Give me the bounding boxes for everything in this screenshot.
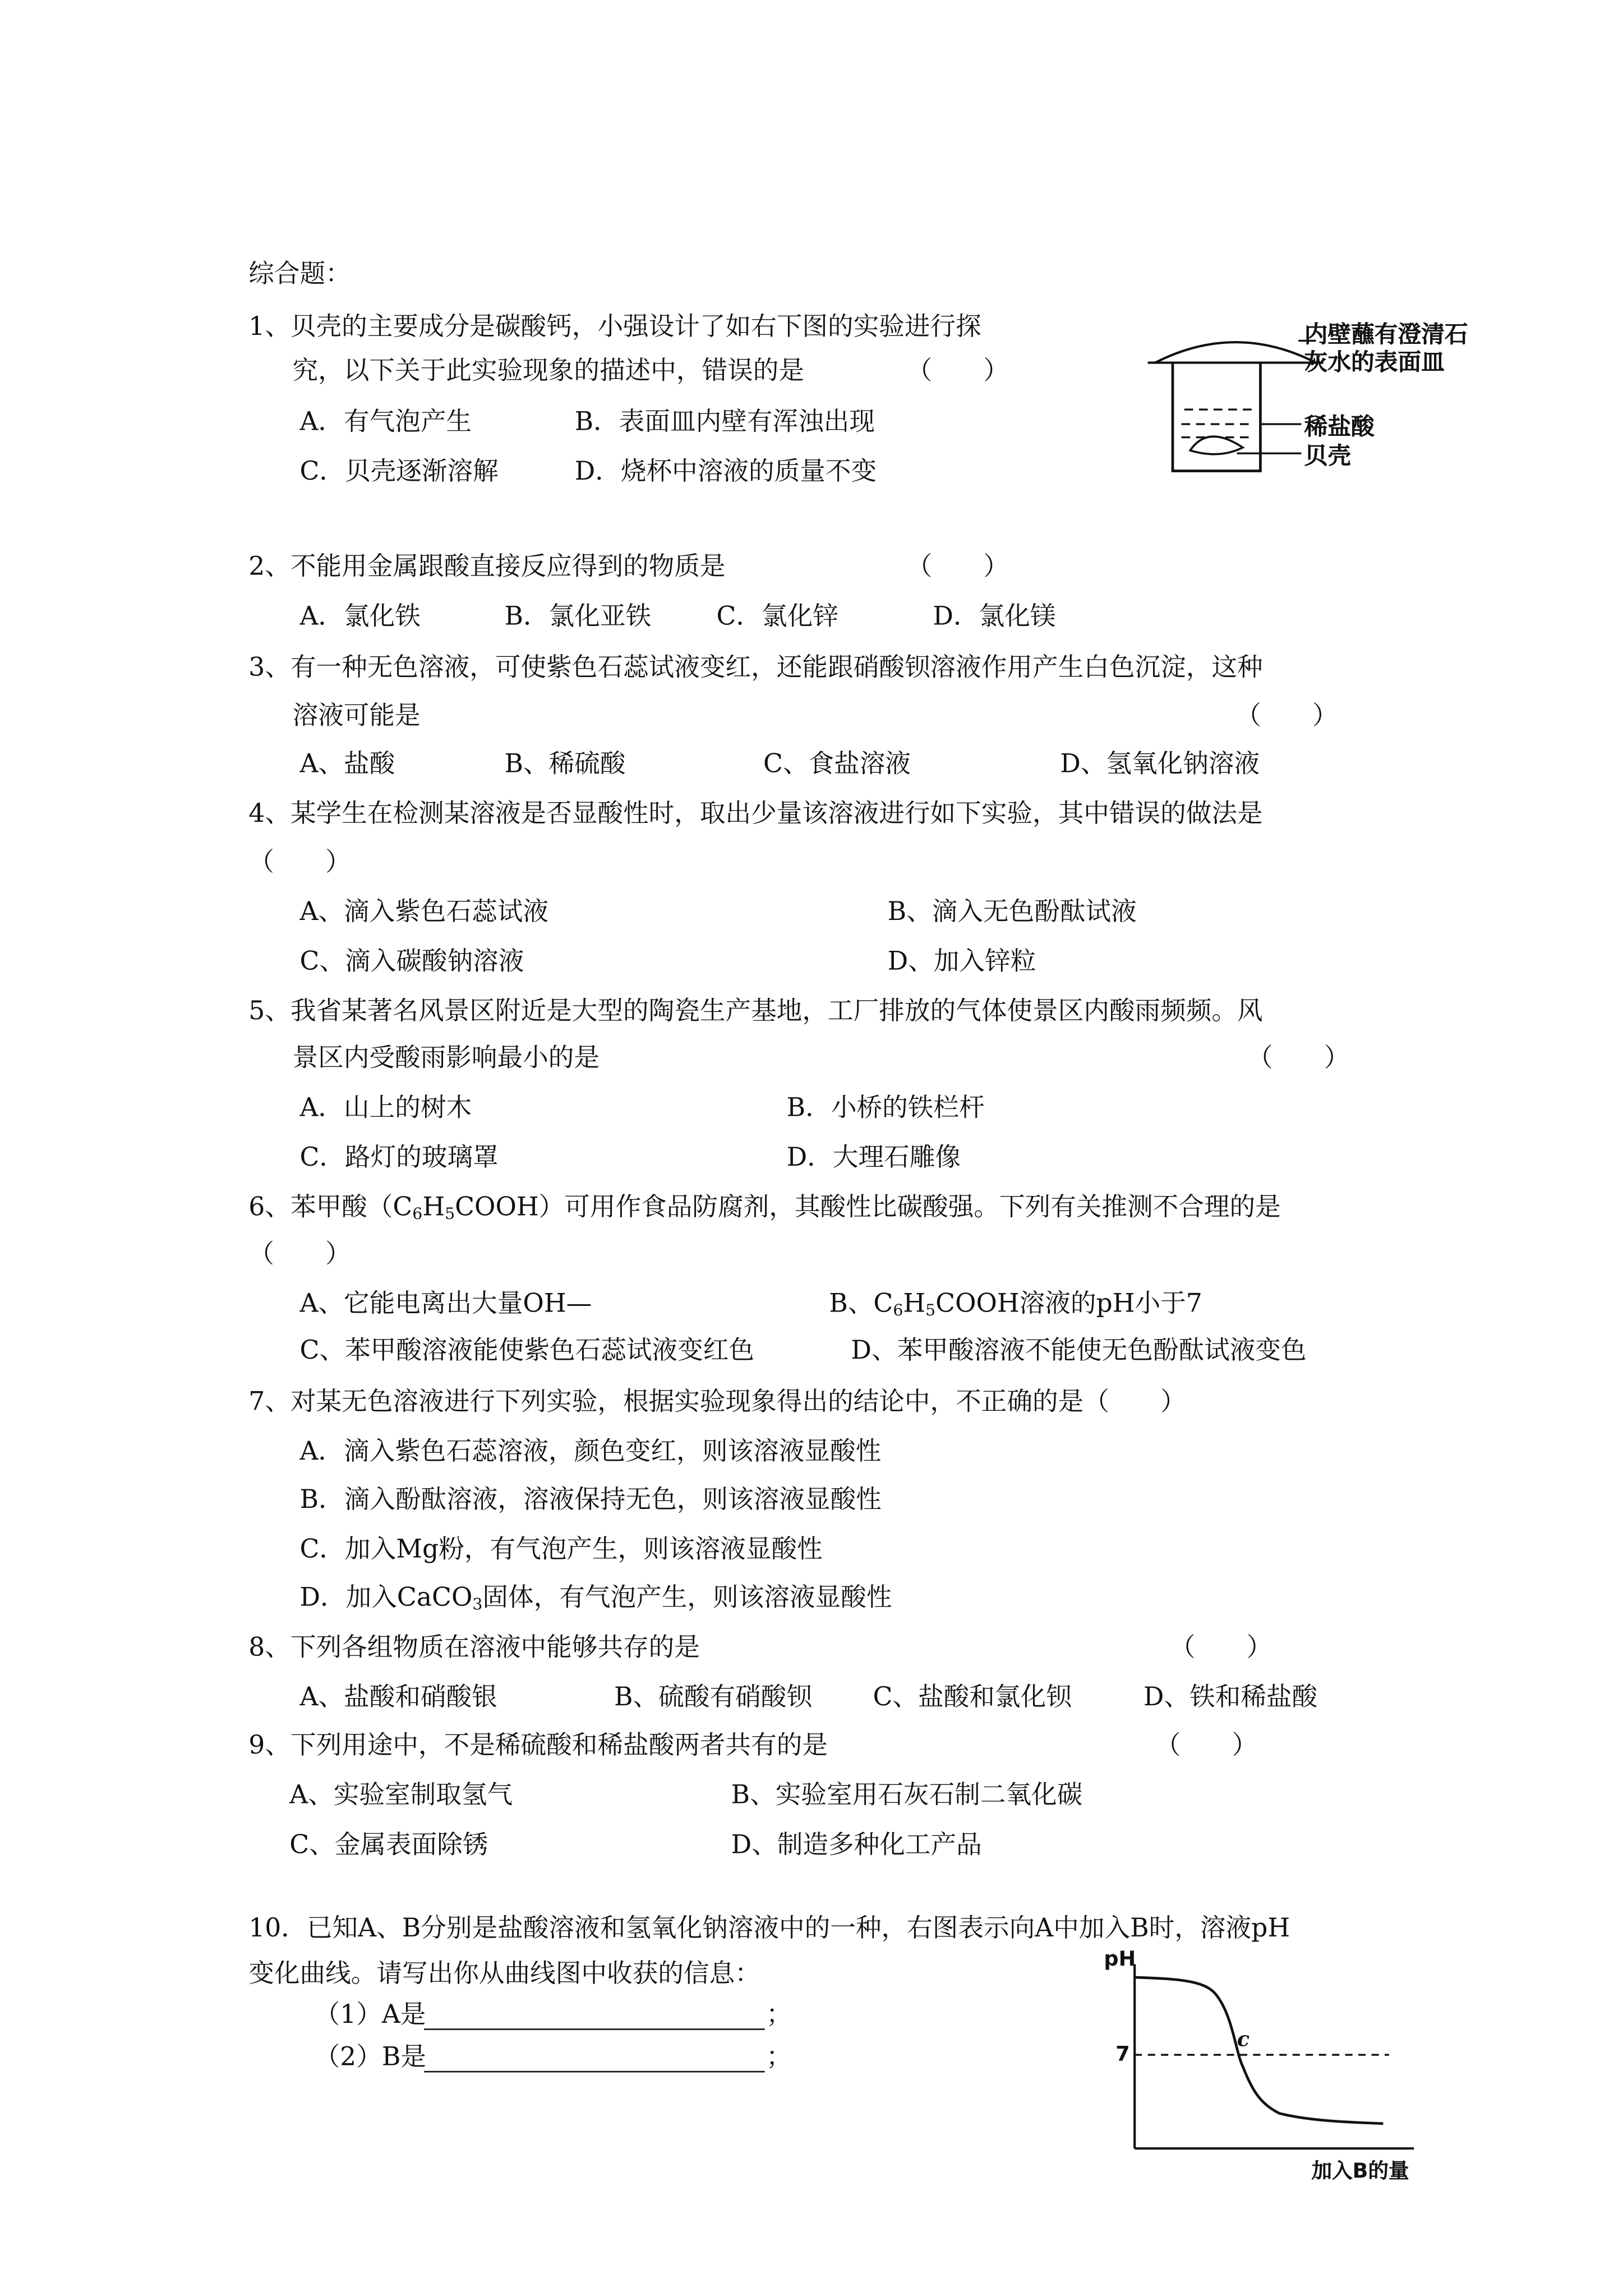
q4-option-b: B、滴入无色酚酞试液: [887, 898, 1137, 927]
q4-option-a: A、滴入紫色石蕊试液: [299, 898, 549, 927]
q10-item2-label: （2）B是: [314, 2043, 426, 2073]
q5-option-d: D．大理石雕像: [786, 1143, 961, 1173]
q1-stem-line2: 究，以下关于此实验现象的描述中，错误的是: [292, 357, 804, 386]
q5-stem-line1: 5、我省某著名风景区附近是大型的陶瓷生产基地，工厂排放的气体使景区内酸雨频频。风: [248, 997, 1263, 1027]
q6-option-b: B、$C_6H_5COOH$溶液的pH小于7: [829, 1290, 1202, 1320]
q3-answer-paren: （ ）: [1235, 702, 1338, 731]
q3-option-c: C、食盐溶液: [763, 750, 911, 780]
graph-point-c: c: [1237, 2028, 1249, 2052]
q6-option-a: A、它能电离出大量OH—: [299, 1290, 592, 1319]
q10-stem-line1: 10．已知A、B分别是盐酸溶液和氢氧化钠溶液中的一种，右图表示向A中加入B时，溶液pH: [248, 1914, 1290, 1944]
q4-option-d: D、加入锌粒: [887, 947, 1036, 977]
q10-stem-line2: 变化曲线。请写出你从曲线图中收获的信息：: [248, 1959, 760, 1989]
q8-option-b: B、硫酸有硝酸钡: [614, 1683, 812, 1713]
q8-answer-paren: （ ）: [1169, 1634, 1272, 1663]
q7-option-b: B．滴入酚酞溶液，溶液保持无色，则该溶液显酸性: [299, 1485, 882, 1516]
q8-option-d: D、铁和稀盐酸: [1143, 1683, 1318, 1713]
q10-item2-semicolon: ；: [766, 2043, 792, 2073]
q9-option-d: D、制造多种化工产品: [731, 1831, 982, 1861]
shell: [1190, 436, 1243, 454]
q4-option-c: C、滴入碳酸钠溶液: [299, 947, 524, 977]
figure-label-shell: 贝壳: [1304, 441, 1352, 470]
q1-option-a: A．有气泡产生: [299, 408, 472, 438]
q10-item1-label: （1）A是: [314, 2000, 426, 2030]
q7-stem: 7、对某无色溶液进行下列实验，根据实验现象得出的结论中，不正确的是（ ）: [248, 1388, 1186, 1418]
q1-option-d: D．烧杯中溶液的质量不变: [574, 458, 877, 487]
q10-item1-semicolon: ；: [766, 2000, 792, 2030]
q9-option-b: B、实验室用石灰石制二氧化碳: [731, 1781, 1083, 1811]
graph-y-label: pH: [1104, 1948, 1136, 1972]
q10-answer-blank-b[interactable]: [424, 2071, 764, 2073]
q1-option-b: B．表面皿内壁有浑浊出现: [574, 408, 875, 438]
q3-option-a: A、盐酸: [299, 750, 395, 780]
q1-answer-paren: （ ）: [906, 357, 1009, 386]
q9-stem: 9、下列用途中，不是稀硫酸和稀盐酸两者共有的是: [248, 1731, 828, 1761]
q6-answer-paren: （ ）: [248, 1240, 351, 1270]
q3-option-b: B、稀硫酸: [504, 750, 626, 780]
q5-option-c: C．路灯的玻璃罩: [299, 1143, 499, 1173]
graph-tick-7: 7: [1115, 2043, 1130, 2067]
q3-option-d: D、氢氧化钠溶液: [1060, 750, 1260, 780]
q7-option-c: C．加入Mg粉，有气泡产生，则该溶液显酸性: [299, 1535, 823, 1565]
q2-option-b: B．氯化亚铁: [504, 602, 652, 632]
q8-stem: 8、下列各组物质在溶液中能够共存的是: [248, 1634, 700, 1663]
q5-answer-paren: （ ）: [1247, 1044, 1350, 1074]
ph-curve-graph: [1089, 1953, 1433, 2187]
q2-option-c: C．氯化锌: [716, 602, 838, 632]
q2-answer-paren: （ ）: [906, 553, 1009, 582]
acid-level-lines: [1182, 409, 1255, 438]
figure-label-dish-1: 内壁蘸有澄清石: [1304, 320, 1468, 348]
q3-stem-line1: 3、有一种无色溶液，可使紫色石蕊试液变红，还能跟硝酸钡溶液作用产生白色沉淀，这种: [248, 654, 1263, 683]
q2-option-d: D．氯化镁: [933, 602, 1056, 632]
q4-stem-line1: 4、某学生在检测某溶液是否显酸性时，取出少量该溶液进行如下实验，其中错误的做法是: [248, 800, 1263, 830]
figure-label-dish-2: 灰水的表面皿: [1304, 348, 1445, 376]
q6-stem-line1: 6、苯甲酸$(C_6H_5COOH)$可用作食品防腐剂，其酸性比碳酸强。下列有关推测不合理的是: [248, 1193, 1281, 1223]
q5-option-a: A．山上的树木: [299, 1094, 472, 1124]
section-title: 综合题：: [248, 260, 351, 290]
q1-option-c: C．贝壳逐渐溶解: [299, 458, 499, 487]
q3-stem-line2: 溶液可能是: [292, 702, 421, 731]
q10-answer-blank-a[interactable]: [424, 2028, 764, 2030]
q4-answer-paren: （ ）: [248, 848, 351, 878]
q6-option-c: C、苯甲酸溶液能使紫色石蕊试液变红色: [299, 1336, 755, 1366]
q9-answer-paren: （ ）: [1155, 1731, 1258, 1761]
graph-x-label: 加入B的量: [1311, 2160, 1409, 2184]
q5-stem-line2: 景区内受酸雨影响最小的是: [292, 1044, 600, 1074]
q7-option-d: D．加入CaCO$_3$固体，有气泡产生，则该溶液显酸性: [299, 1584, 892, 1614]
q9-option-c: C、金属表面除锈: [289, 1831, 488, 1861]
q8-option-a: A、盐酸和硝酸银: [299, 1683, 497, 1713]
q5-option-b: B．小桥的铁栏杆: [786, 1094, 985, 1124]
q7-option-a: A．滴入紫色石蕊溶液，颜色变红，则该溶液显酸性: [299, 1437, 882, 1467]
watch-glass: [1155, 342, 1316, 363]
q2-option-a: A．氯化铁: [299, 602, 421, 632]
q6-option-d: D、苯甲酸溶液不能使无色酚酞试液变色: [851, 1336, 1307, 1366]
figure-label-acid: 稀盐酸: [1304, 412, 1375, 440]
q1-stem-line1: 1、贝壳的主要成分是碳酸钙，小强设计了如右下图的实验进行探: [248, 312, 981, 343]
ph-curve: [1135, 1977, 1383, 2124]
q8-option-c: C、盐酸和氯化钡: [873, 1683, 1072, 1713]
q9-option-a: A、实验室制取氢气: [289, 1781, 513, 1811]
q2-stem: 2、不能用金属跟酸直接反应得到的物质是: [248, 553, 726, 582]
